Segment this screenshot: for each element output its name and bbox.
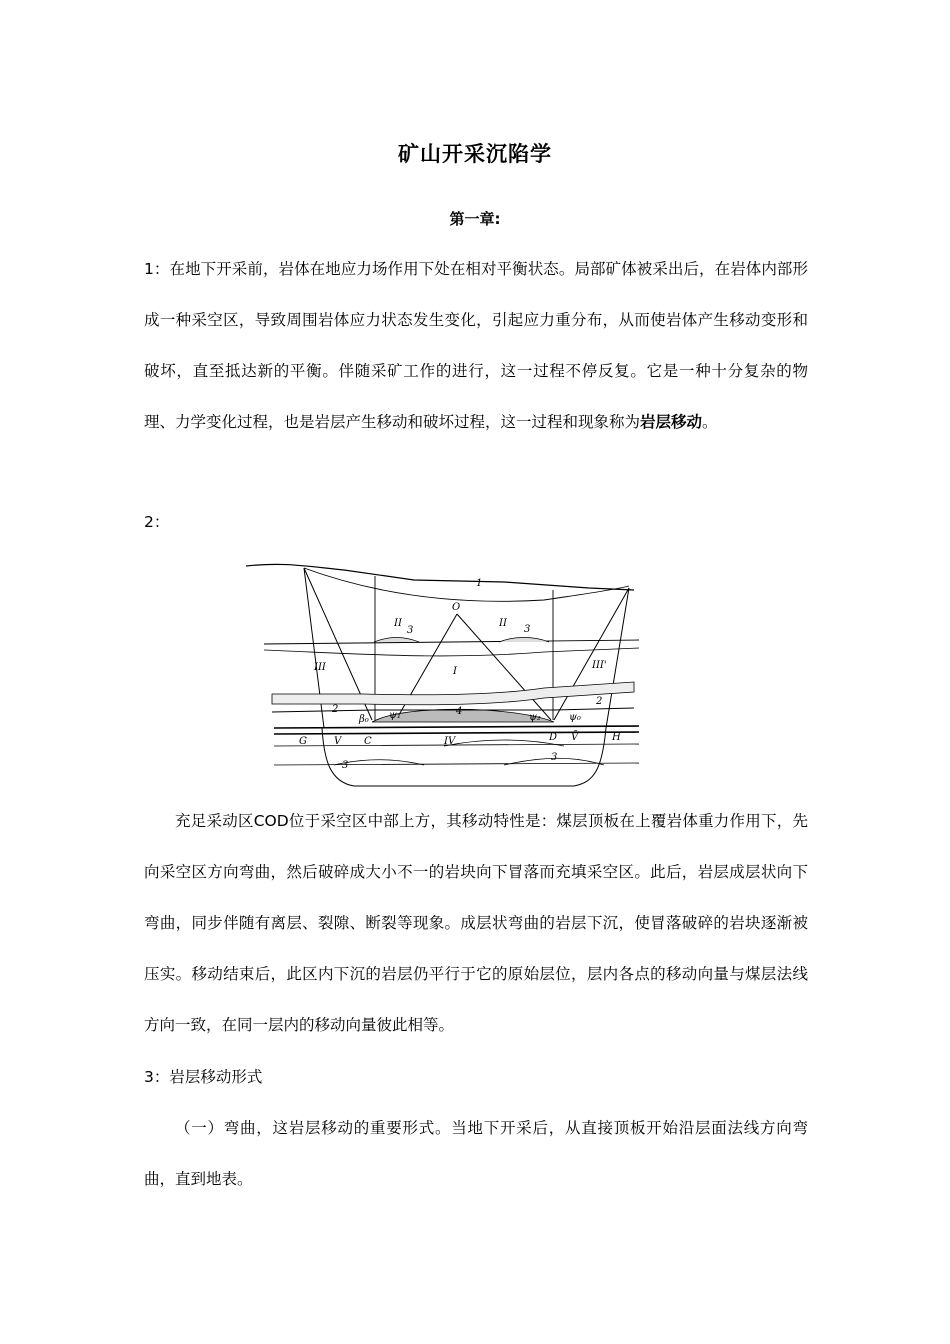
paragraph-1-end: 。 <box>702 413 718 431</box>
label-3-b: 3 <box>524 624 531 635</box>
label-iii-right: III' <box>592 660 607 671</box>
floor-line-1 <box>274 744 639 746</box>
chapter-heading: 第一章: <box>449 210 501 228</box>
label-1: 1 <box>476 578 483 589</box>
label-2-right: 2 <box>596 696 603 707</box>
label-ii-right: II <box>499 618 507 629</box>
seam-top-line <box>274 726 639 728</box>
label-ii-left: II <box>394 618 402 629</box>
label-iv: IV <box>444 736 456 747</box>
paragraph-5: （一）弯曲，这岩层移动的重要形式。当地下开采后，从直接顶板开始沿层面法线方向弯曲，直到地表。 <box>144 1119 808 1188</box>
label-g: G <box>299 736 307 747</box>
label-beta0: β₀ <box>359 714 369 725</box>
paragraph-1-bold-term: 岩层移动 <box>640 413 703 431</box>
label-2-left: 2 <box>332 704 339 715</box>
sandstone-layer <box>272 682 634 705</box>
label-phi2: ψ₂ <box>529 712 541 723</box>
paragraph-1-text: 1：在地下开采前，岩体在地应力场作用下处在相对平衡状态。局部矿体被采出后，在岩体内部形成一种采空区，导致周围岩体应力状态发生变化，引起应力重分布，从而使岩体产生移动变形和破坏，直至抵达新的平衡。伴随采矿工作的进行，这一过程不停反复。它是一种十分复杂的物理、力学变化过程，也是岩层产生移动和破坏过程，这一过程和现象称为 <box>144 260 808 431</box>
paragraph-2: 2： <box>144 513 170 531</box>
label-4: 4 <box>456 706 463 717</box>
label-o: O <box>452 602 461 613</box>
label-v-bar: V̄ <box>571 732 579 743</box>
label-d: D <box>549 732 558 743</box>
stratum-line-1 <box>264 640 639 644</box>
bent-layer-right <box>499 638 549 643</box>
subsidence-basin-curve <box>304 568 629 601</box>
paragraph-3: 充足采动区COD位于采空区中部上方，其移动特性是：煤层顶板在上覆岩体重力作用下，先向采空区方向弯曲，然后破碎成大小不一的岩块向下冒落而充填采空区。此后，岩层成层状向下弯曲，同步伴随有离层、裂隙、断裂等现象。成层状弯曲的岩层下沉，使冒落破碎的岩块逐渐被压实。移动结束后，此区内下沉的岩层仍平行于它的原始层位，层内各点的移动向量与煤层法线方向一致，在同一层内的移动向量彼此相等。 <box>144 812 808 1034</box>
label-h: H <box>612 732 621 743</box>
paragraph-4: 3：岩层移动形式 <box>144 1068 263 1086</box>
label-psi0: ψ₀ <box>569 712 581 723</box>
stratum-curve-1 <box>264 648 639 656</box>
page-title: 矿山开采沉陷学 <box>398 142 552 166</box>
label-3-d: 3 <box>551 752 558 763</box>
paragraph-1 <box>144 244 808 448</box>
label-i: I <box>453 666 457 677</box>
label-3-a: 3 <box>407 625 414 636</box>
label-v: V <box>334 736 342 747</box>
label-phi1: ψ₁ <box>389 710 401 721</box>
label-3-c: 3 <box>342 760 349 771</box>
label-c: C <box>364 736 372 747</box>
bent-layer-left <box>374 638 419 643</box>
label-iii-left: III <box>314 662 326 673</box>
seam-bottom-line <box>274 732 639 734</box>
strata-movement-figure <box>244 560 644 796</box>
